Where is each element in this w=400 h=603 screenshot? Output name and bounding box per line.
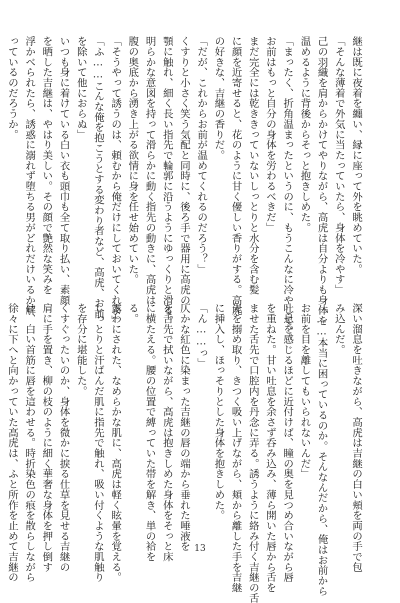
text-line: る。 [126, 303, 139, 324]
text-line: 「……本当に困っているのか。そんなんだから、俺はお前から [315, 303, 328, 597]
text-line: 「ふ……こんな俺を抱こうとする変わり者など、高虎、お前 [91, 36, 104, 319]
text-line: 継は既に夜着を纏い、縁に座って外を眺めていた。 [350, 36, 362, 275]
text-line: に横たえる。腰の位置で縛っていた帯を解き、単の袷を [143, 303, 156, 562]
text-line: 己の羽織を肩からかけてやりながら、高虎は自分よりも身体を [315, 36, 328, 326]
text-line: っているのだろうか。 [5, 36, 18, 140]
text-line: 温めるように背後からそっと抱きしめた。 [298, 36, 311, 233]
text-line: 浮かべられたら、誘惑に溺れず堕ちる男がどれだけいるか解 [23, 36, 36, 316]
text-line: まだ完全には乾ききっていないしっとりと水分を含む髪 [246, 36, 259, 295]
text-line: 「そうやって誘うのは、頼むから俺だけにしておいてくれよ」 [109, 36, 122, 326]
text-line: 「そんな薄着で外気に当たっていたら、身体を冷やす」 [332, 36, 345, 295]
text-line: 「まったく、折角温まったというのに、もうこんなに冷やして。 [281, 36, 294, 337]
text-line: いつも身に着けている白い衣も頭巾も全て取り払い、素顔 [57, 36, 70, 306]
text-line: 吐息を感じるほどに近付けば、瞳の奥を見つめ合いながら唇 [281, 303, 294, 583]
text-line: を晒した吉継は、やはり美しい。その顔で艶然な笑みを [40, 36, 53, 295]
text-line: み込んだ。 [332, 303, 345, 355]
text-line: 深い溜息を吐きながら、高虎は吉継の白い頬を両の手で包 [350, 303, 362, 573]
text-line: 肩に手を置き、柳の枝のように細く華奢な身体を押し倒す [40, 303, 53, 573]
text-line: を重ねた。甘い吐息を余さず呑み込み、薄ら開いた唇から舌を [263, 303, 276, 593]
text-line: 先を搦め取り、きつく吸い上げながら、頬から離した手を吉継 [229, 303, 242, 593]
text-line: に顔を近寄せると、花のように甘く優しい香りがする。高虎 [229, 36, 242, 316]
text-line: しっとりと汗ばんだ肌に指先で触れ、吸い付くような肌触り [91, 303, 104, 583]
text-line: 仄かな紅色に染まった吉継の唇の端から垂れた唾液を [177, 303, 190, 552]
text-line: の好きな、吉継の香りだ。 [212, 36, 225, 161]
text-line: け、白い首筋に唇を這わせる。時折染色の痕を散らしながら [23, 303, 36, 583]
text-line: を除いて他におらぬ」 [74, 36, 87, 140]
text-line: 徐々に下へと向かっていた高虎は、ふと所作を止めて吉継の [5, 303, 18, 583]
text-line: お前はもっと自分の身体を労わるべきだ」 [263, 36, 276, 233]
text-line: を舌先で拭いながら、高虎は抱きしめた身体をそっと床 [160, 303, 173, 562]
text-line: 「だが、これからお前が温めてくれるのだろう？」 [195, 36, 208, 275]
text-line: 腹の奥底から湧き上がる欲情に身を任せ始めていた。 [126, 36, 139, 285]
text-line: を存分に堪能した。 [74, 303, 87, 397]
text-line: くすりと小さく笑う気配と同時に、後ろ手で器用に高虎の [177, 36, 190, 306]
text-line: ませた舌先で口腔内を丹念に弄る。誘うように絡み付く吉継の舌 [246, 303, 259, 603]
text-line: 露わにされた、なめらかな肌に、高虎は軽く眩暈を覚える。 [109, 303, 122, 583]
text-line: に挿入し、ほっそりとした身体を抱きしめた。 [212, 303, 225, 521]
text-line: 明らかな意図を持って滑らかに動く指先の動きに、高虎は [143, 36, 156, 306]
text-line: 「ん……っ」 [195, 303, 208, 369]
text-line: くすぐったいのか、身体を微かに捩る仕草を見せる吉継の [57, 303, 70, 573]
text-line: 顎に触れ、細く長い指先で輪郭に沿うようにゆっくりと滑る。 [160, 36, 173, 326]
text-line: お前を目を離してもいられないんだ」 [298, 303, 311, 479]
page-number: 13 [194, 544, 206, 554]
